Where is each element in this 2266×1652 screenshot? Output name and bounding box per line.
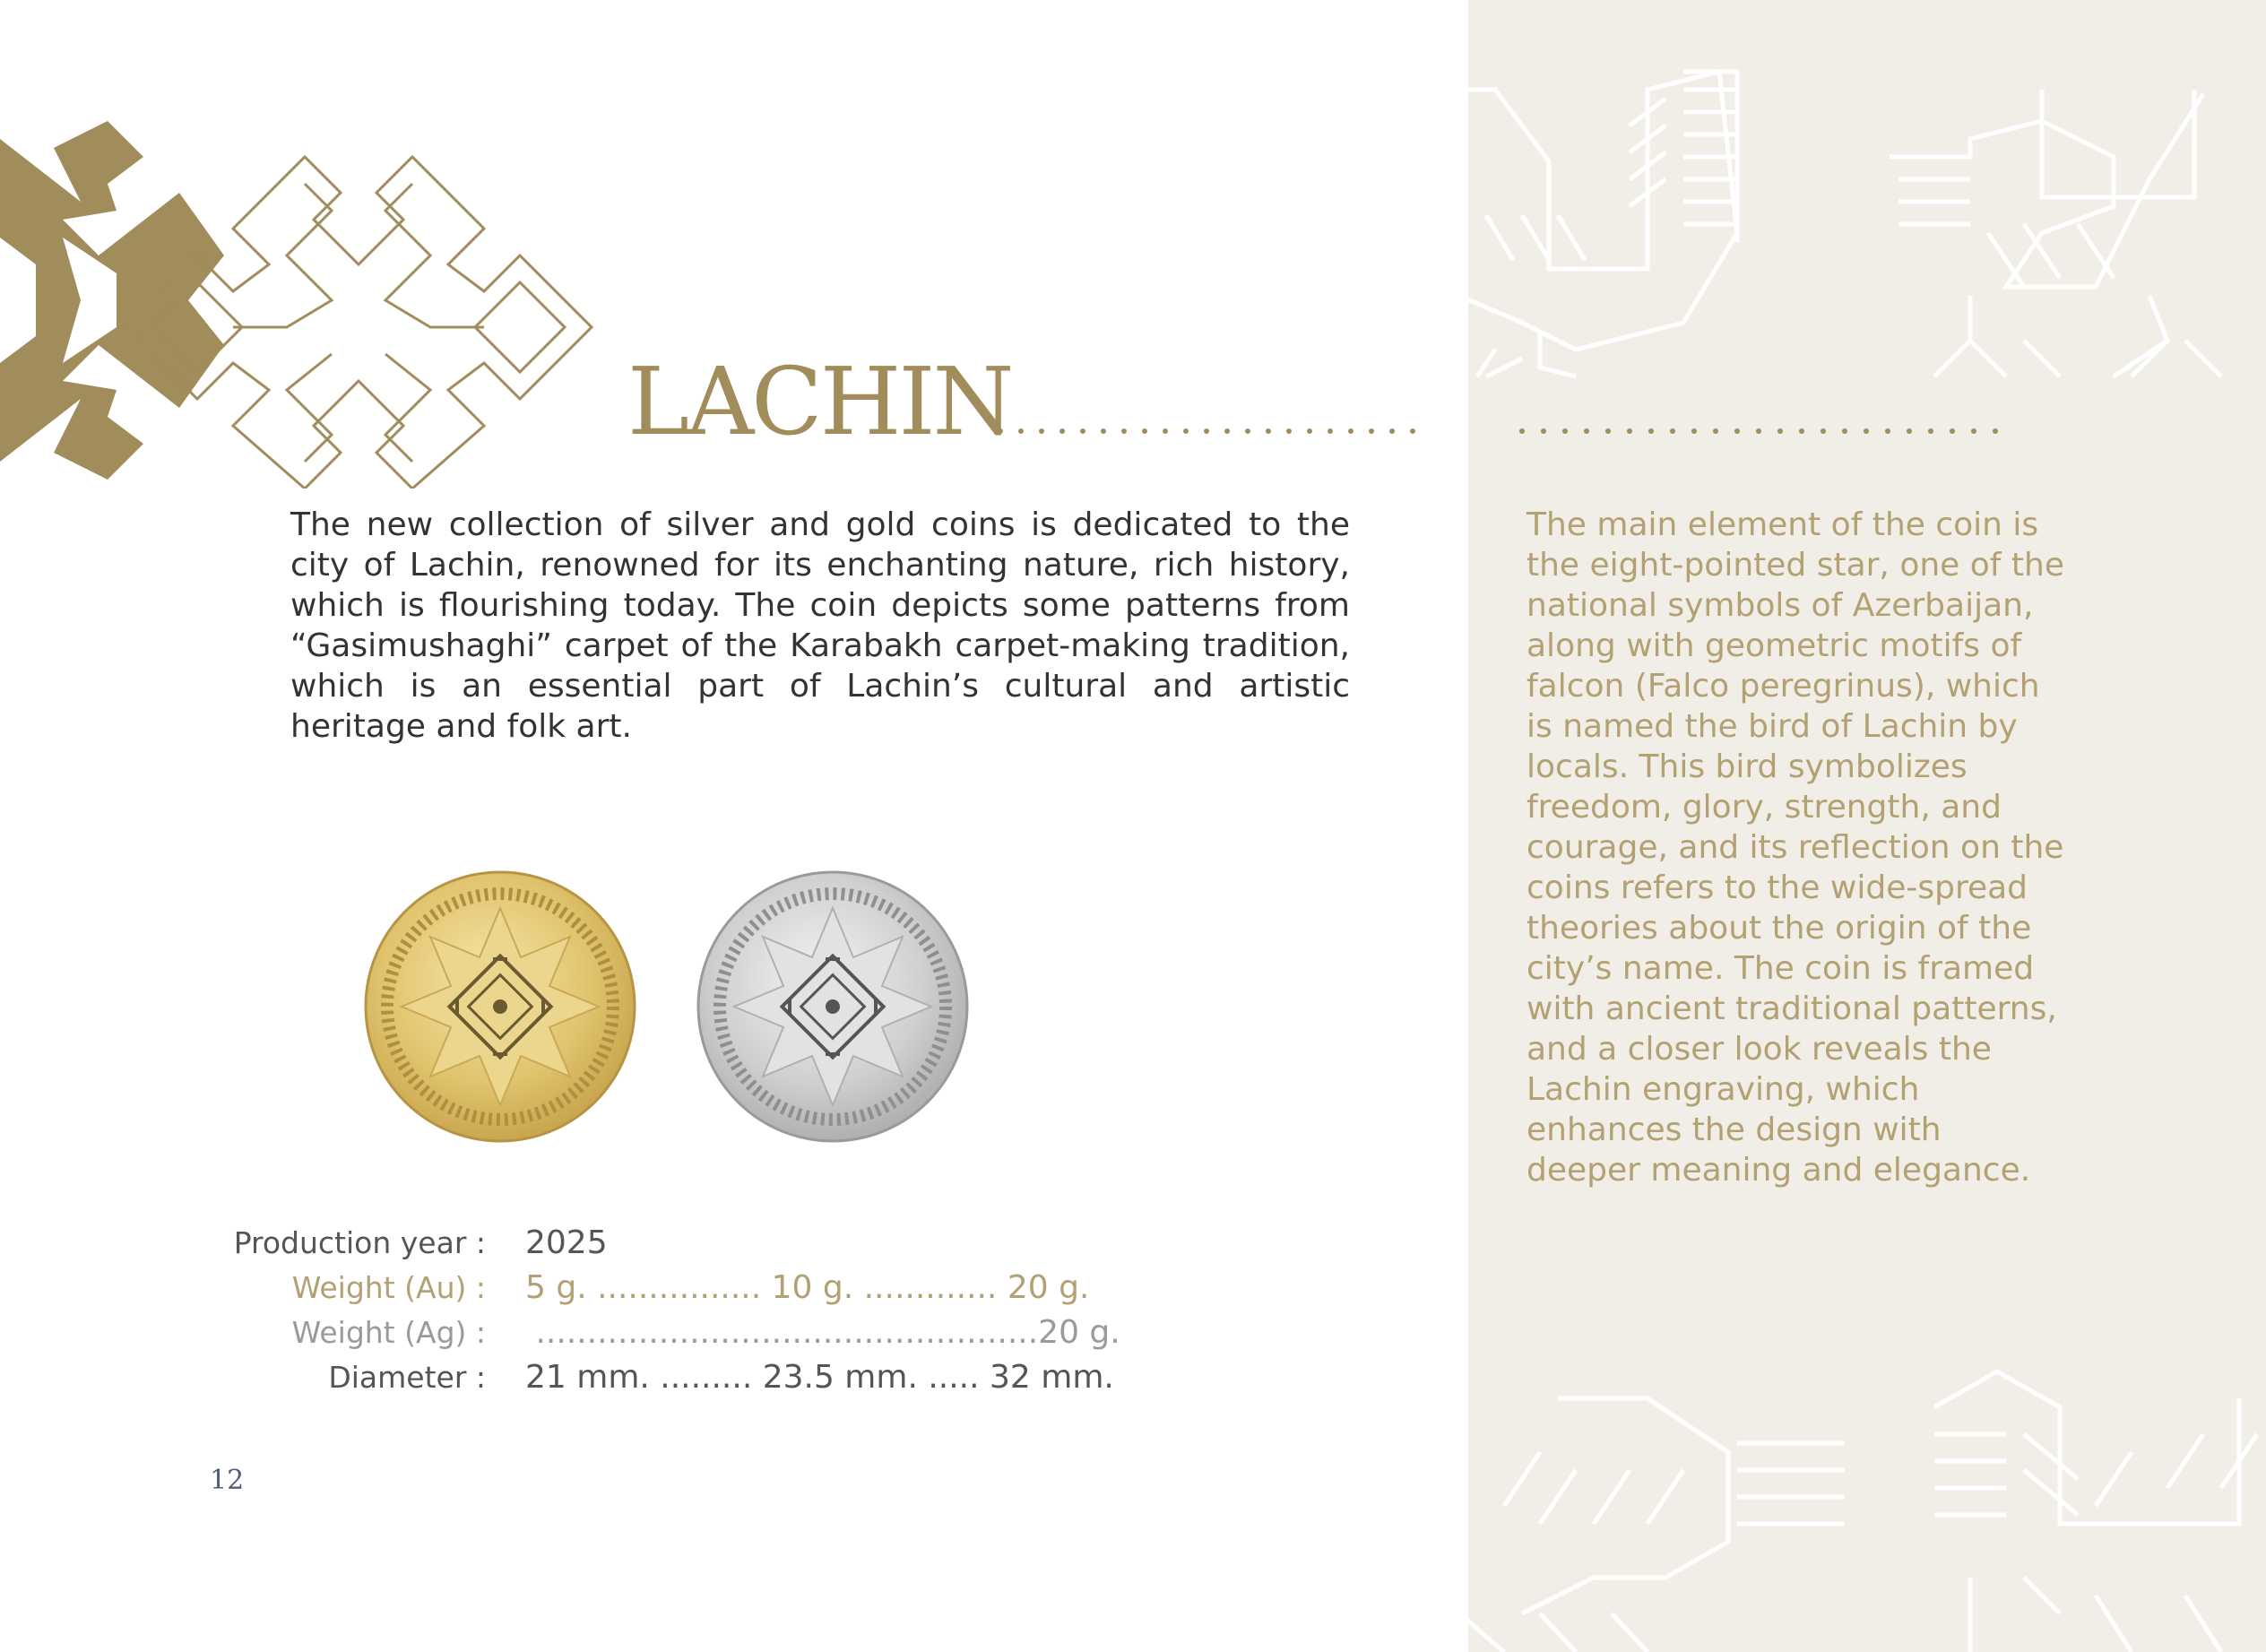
page-number: 12 bbox=[210, 1465, 245, 1496]
side-description: The main element of the coin is the eight-pointed star, one of the national symbols of Azerbaijan, along with geometric motifs of falcon (Falco peregrinus), which is named the bird of Lachin by locals. This bird symbolizes freedom, glory, strength, and courage, and its reflection on the coins refers to the wide-spread theories about the origin of the city’s name. The coin is framed with ancient traditional patterns, and a closer look reveals the Lachin engraving, which enhances the design with deeper meaning and elegance. bbox=[1527, 506, 2064, 1189]
spec-value: .................................................20 g. bbox=[525, 1314, 1120, 1351]
spec-label: Weight (Ag) : bbox=[291, 1315, 486, 1350]
spec-value: 5 g. ................ 10 g. ............. 20 g. bbox=[525, 1269, 1090, 1306]
gold-coin-image bbox=[363, 869, 637, 1144]
side-dotted-leader bbox=[1518, 425, 2002, 437]
title-dotted-leader bbox=[997, 425, 1429, 437]
spec-value: 2025 bbox=[525, 1224, 608, 1261]
spec-value: 21 mm. ......... 23.5 mm. ..... 32 mm. bbox=[525, 1359, 1114, 1396]
silver-coin-image bbox=[696, 869, 970, 1144]
page-title: LACHIN bbox=[627, 347, 1012, 456]
spec-label: Production year : bbox=[233, 1225, 486, 1260]
intro-paragraph: The new collection of silver and gold coins is dedicated to the city of Lachin, renowned for its enchanting nature, rich history, which is flourishing today. The coin depicts some patterns from “Gasimushaghi” carpet of the Karabakh carpet-making tradition, which is an essential part of Lachin’s cultural and artistic heritage and folk art. bbox=[290, 506, 1350, 745]
spec-label: Diameter : bbox=[328, 1360, 486, 1395]
spec-label: Weight (Au) : bbox=[291, 1270, 486, 1305]
carpet-ornament-icon bbox=[0, 112, 610, 489]
